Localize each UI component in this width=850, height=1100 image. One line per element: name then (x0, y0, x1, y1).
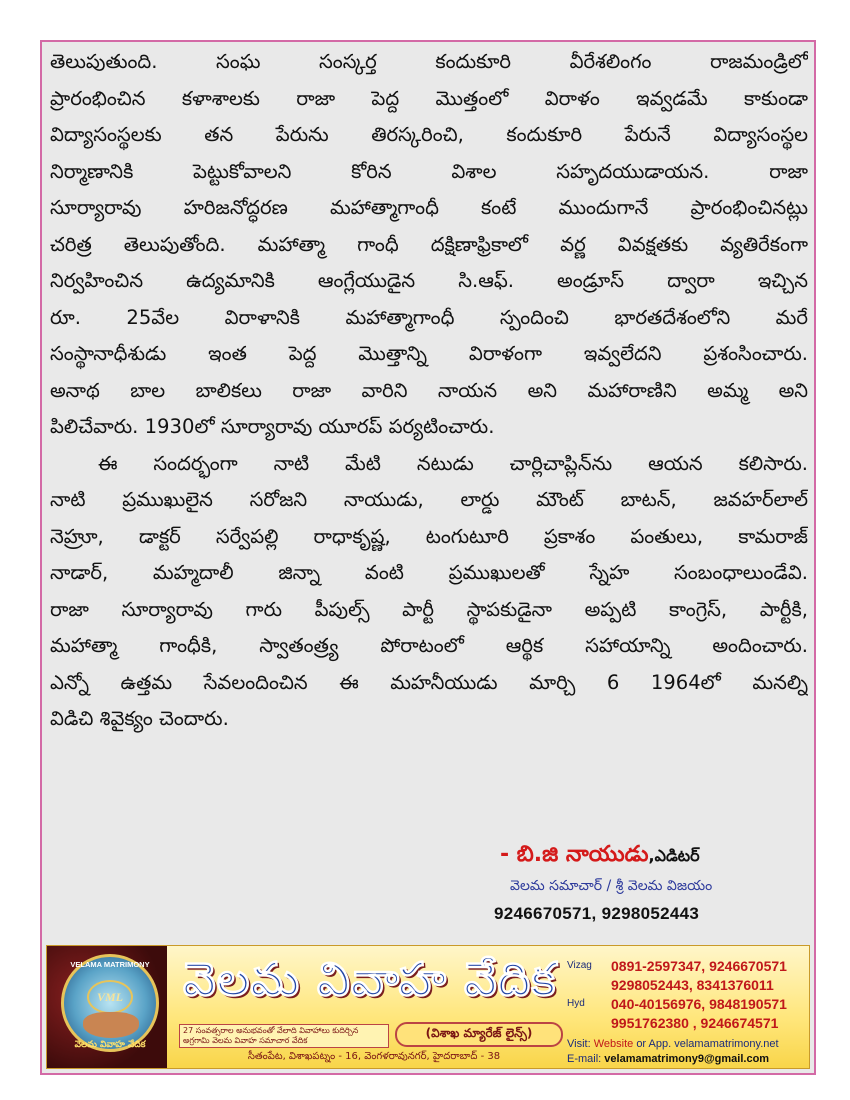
author-role: ,ఎడిటర్ (648, 846, 700, 865)
visit-line (567, 1038, 779, 1050)
banner-subtitle: (విశాఖ మ్యారేజ్ లైన్స్) (395, 1022, 563, 1047)
contact-city: Hyd (567, 998, 585, 1009)
logo-bottom-text: వెలమ వివాహ వేదిక (74, 1040, 146, 1050)
article-line: నాటి ప్రముఖులైన సరోజని నాయుడు, లార్డు మౌంట్ బాటన్, జవహర్‌లాల్ (50, 488, 808, 511)
article-line: రాజా సూర్యారావు గారు పీపుల్స్ పార్టీ స్థాపకుడైనా అప్పటి కాంగ్రెస్, పార్టీకి, (50, 597, 808, 621)
logo-ring-text: VELAMA MATRIMONY (70, 960, 150, 969)
article-line: చరిత్ర తెలుపుతోంది. మహాత్మా గాంధీ దక్షిణాఫ్రికాలో వర్ణ వివక్షతకు వ్యతిరేకంగా (50, 232, 808, 256)
visit-website-label: Website (593, 1038, 634, 1050)
logo-mark: VML (87, 980, 133, 1014)
article-line: విడిచి శివైక్యం చెందారు. (50, 707, 229, 730)
website-link[interactable]: velamamatrimony.net (674, 1038, 779, 1050)
email-line (567, 1053, 769, 1065)
author-signature (500, 842, 800, 872)
article-line: సూర్యారావు హరిజనోద్ధరణ మహాత్మాగాంధీ కంటే ముందుగానే ప్రారంభించినట్లు (50, 196, 808, 219)
author-phones: 9246670571, 9298052443 (494, 904, 700, 923)
contact-row (567, 977, 807, 996)
article-page (40, 40, 816, 1075)
contact-row (567, 958, 807, 977)
visit-prefix: Visit: (567, 1038, 591, 1050)
visit-or: or App. (636, 1038, 672, 1050)
contact-numbers: 9298052443, 8341376011 (611, 977, 774, 993)
contact-numbers: 040-40156976, 9848190571 (611, 996, 787, 1012)
email-link[interactable]: velamamatrimony9@gmail.com (604, 1053, 770, 1065)
article-line: సంస్థానాధీశుడు ఇంత పెద్ద మొత్తాన్ని విరాళంగా ఇవ్వలేదని ప్రశంసించారు. (50, 342, 808, 365)
article-line: విద్యాసంస్థలకు తన పేరును తిరస్కరించి, కందుకూరి పేరునే విద్యాసంస్థల (50, 123, 808, 146)
advertisement-banner (46, 945, 810, 1069)
article-line: ఎన్నో ఉత్తమ సేవలందించిన ఈ మహనీయుడు మార్చి 6 1964లో మనల్ని (50, 670, 808, 694)
banner-logo-panel (47, 946, 167, 1069)
banner-title: వెలమ వివాహ వేదిక (183, 952, 557, 1006)
article-line: పిలిచేవారు. 1930లో సూర్యారావు యూరప్ పర్యటించారు. (50, 415, 495, 438)
article-line: నెహ్రూ, డాక్టర్ సర్వేపల్లి రాధాకృష్ణ, టంగుటూరి ప్రకాశం పంతులు, కామరాజ్ (50, 524, 808, 548)
contact-city: Vizag (567, 960, 592, 971)
banner-tagline: 27 సంవత్సరాల అనుభవంతో వేలాది వివాహాలు కుదిర్చిన అగ్రగామి వెలమ వివాహ సమాచార వేదిక (179, 1024, 389, 1048)
contact-block (567, 958, 807, 1034)
article-line: నిర్మాణానికి పెట్టుకోవాలని కోరిన విశాల సహృదయుడాయన. రాజా (50, 159, 808, 183)
contact-row (567, 1015, 807, 1034)
article-line: అనాథ బాల బాలికలు రాజా వారిని నాయన అని మహారాణిని అమ్మ అని (50, 378, 808, 402)
article-line: రూ. 25వేల విరాళానికి మహాత్మాగాంధీ స్పందించి భారతదేశంలోని మరే (50, 305, 808, 329)
publication-name: వెలమ సమాచార్ / శ్రీ వెలమ విజయం (510, 878, 713, 894)
article-line: ఈ సందర్భంగా నాటి మేటి నటుడు చార్లిచాప్లిన్‌ను ఆయన కలిసారు. (98, 451, 808, 475)
author-name: - బి.జి నాయుడు (500, 842, 649, 867)
contact-numbers: 0891-2597347, 9246670571 (611, 958, 787, 974)
article-line: ప్రారంభించిన కళాశాలకు రాజా పెద్ద మొత్తంలో విరాళం ఇవ్వడమే కాకుండా (50, 86, 808, 110)
article-line: నిర్వహించిన ఉద్యమానికి ఆంగ్లేయుడైన సి.ఆఫ్. అండ్రూస్ ద్వారా ఇచ్చిన (50, 269, 808, 292)
email-label: E-mail: (567, 1053, 602, 1065)
article-line: మహాత్మా గాంధీకి, స్వాతంత్ర్య పోరాటంలో ఆర్థిక సహాయాన్ని అందించారు. (50, 634, 808, 657)
article-line: నాడార్, మహ్మదాలీ జిన్నా వంటి ప్రముఖులతో స్నేహ సంబంధాలుండేవి. (50, 561, 808, 584)
contact-row (567, 996, 807, 1015)
hands-icon (83, 1012, 139, 1038)
contact-numbers: 9951762380 , 9246674571 (611, 1015, 779, 1031)
article-line: తెలుపుతుంది. సంఘ సంస్కర్త కందుకూరి వీరేశలింగం రాజమండ్రిలో (50, 50, 808, 73)
banner-address: సీతంపేట, విశాఖపట్నం - 16, వెంగళరావునగర్, హైదరాబాద్ - 38 (247, 1051, 501, 1062)
article-body (50, 44, 808, 738)
